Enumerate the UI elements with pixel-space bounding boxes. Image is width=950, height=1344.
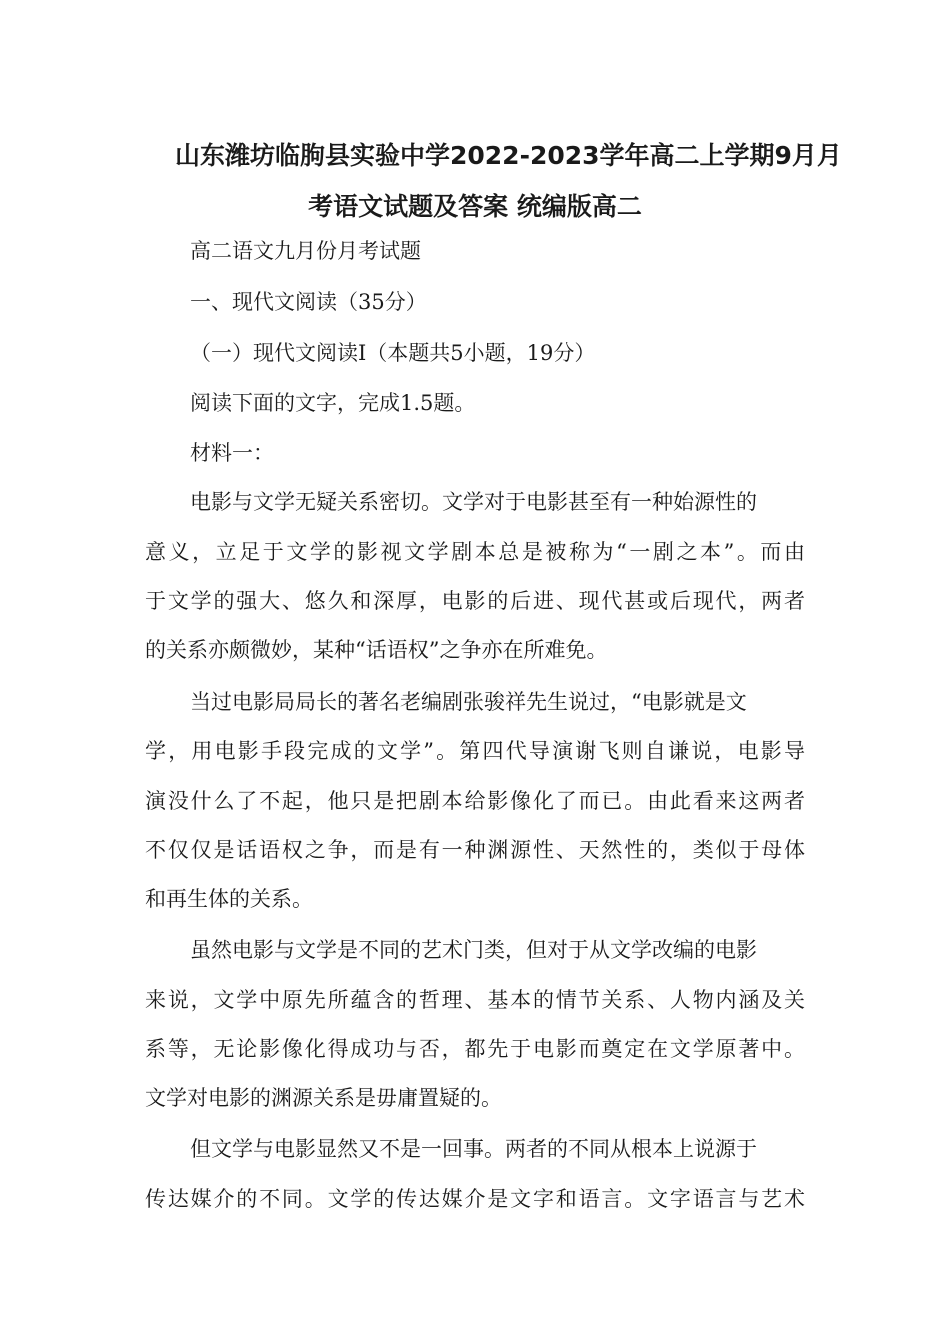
reading-instruction: 阅读下面的文字，完成1.5题。 — [190, 391, 476, 415]
material-label: 材料一： — [190, 441, 274, 465]
subsection-heading: （一）现代文阅读Ⅰ（本题共5小题，19分） — [190, 341, 596, 365]
paragraph-1-line: 意义，立足于文学的影视文学剧本总是被称为“一剧之本”。而由 — [145, 540, 805, 564]
document-title-line-2: 考语文试题及答案 统编版高二 — [308, 192, 642, 221]
paragraph-2-line: 当过电影局局长的著名老编剧张骏祥先生说过，“电影就是文 — [190, 690, 747, 714]
paragraph-1-line: 于文学的强大、悠久和深厚，电影的后进、现代甚或后现代，两者 — [145, 589, 805, 613]
paragraph-3-line: 文学对电影的渊源关系是毋庸置疑的。 — [145, 1086, 502, 1110]
paragraph-2-line: 学，用电影手段完成的文学”。第四代导演谢飞则自谦说，电影导 — [145, 739, 805, 763]
paragraph-4-line: 但文学与电影显然又不是一回事。两者的不同从根本上说源于 — [190, 1137, 757, 1161]
paragraph-3-line: 系等，无论影像化得成功与否，都先于电影而奠定在文学原著中。 — [145, 1037, 805, 1061]
paragraph-2-line: 不仅仅是话语权之争，而是有一种渊源性、天然性的，类似于母体 — [145, 838, 805, 862]
paragraph-1-line: 的关系亦颇微妙，某种“话语权”之争亦在所难免。 — [145, 638, 608, 662]
paragraph-3-line: 虽然电影与文学是不同的艺术门类，但对于从文学改编的电影 — [190, 938, 757, 962]
section-heading: 一、现代文阅读（35分） — [190, 290, 427, 314]
paragraph-1-line: 电影与文学无疑关系密切。文学对于电影甚至有一种始源性的 — [190, 490, 757, 514]
document-title-line-1: 山东潍坊临朐县实验中学2022-2023学年高二上学期9月月 — [175, 141, 842, 170]
paragraph-2-line: 演没什么了不起，他只是把剧本给影像化了而已。由此看来这两者 — [145, 789, 805, 813]
paragraph-2-line: 和再生体的关系。 — [145, 887, 313, 911]
paragraph-4-line: 传达媒介的不同。文学的传达媒介是文字和语言。文字语言与艺术 — [145, 1187, 805, 1211]
exam-title: 高二语文九月份月考试题 — [190, 239, 421, 263]
paragraph-3-line: 来说，文学中原先所蕴含的哲理、基本的情节关系、人物内涵及关 — [145, 988, 805, 1012]
